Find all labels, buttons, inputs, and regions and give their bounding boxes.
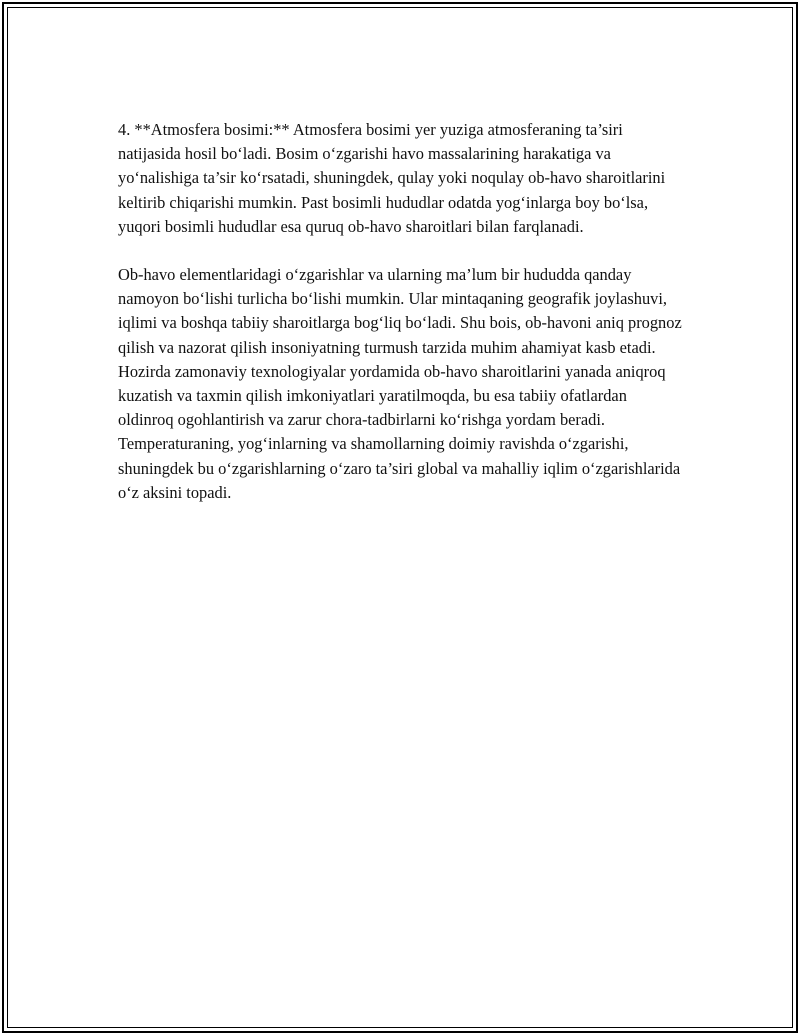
paragraph-atmospheric-pressure: 4. **Atmosfera bosimi:** Atmosfera bosimi yer yuziga atmosferaning ta’siri natijasida hosil bo‘ladi. Bosim o‘zgarishi havo massalarining harakatiga va yo‘nalishiga ta’sir ko‘rsatadi, shuningdek, qulay yoki noqulay ob-havo sharoitlarini keltirib chiqarishi mumkin. Past bosimli hududlar odatda yog‘inlarga boy bo‘lsa, yuqori bosimli hududlar esa quruq ob-havo sharoitlari bilan farqlanadi. (118, 120, 666, 236)
paragraph-weather-elements: Ob-havo elementlaridagi o‘zgarishlar va ularning ma’lum bir hududda qanday namoyon bo‘lishi turlicha bo‘lishi mumkin. Ular mintaqaning geografik joylashuvi, iqlimi va boshqa tabiiy sharoitlarga bog‘liq bo‘ladi. Shu bois, ob-havoni aniq prognoz qilish va nazorat qilish insoniyatning turmush tarzida muhim ahamiyat kasb etadi. Hozirda zamonaviy texnologiyalar yordamida ob-havo sharoitlarini yanada aniqroq kuzatish va taxmin qilish imkoniyatlari yaratilmoqda, bu esa tabiiy ofatlardan oldinroq ogohlantirish va zarur chora-tadbirlarni ko‘rishga yordam beradi. Temperaturaning, yog‘inlarning va shamollarning doimiy ravishda o‘zgarishi, shuningdek bu o‘zgarishlarning o‘zaro ta’siri global va mahalliy iqlim o‘zgarishlarida o‘z aksini topadi. (118, 265, 682, 502)
document-body (118, 118, 683, 505)
